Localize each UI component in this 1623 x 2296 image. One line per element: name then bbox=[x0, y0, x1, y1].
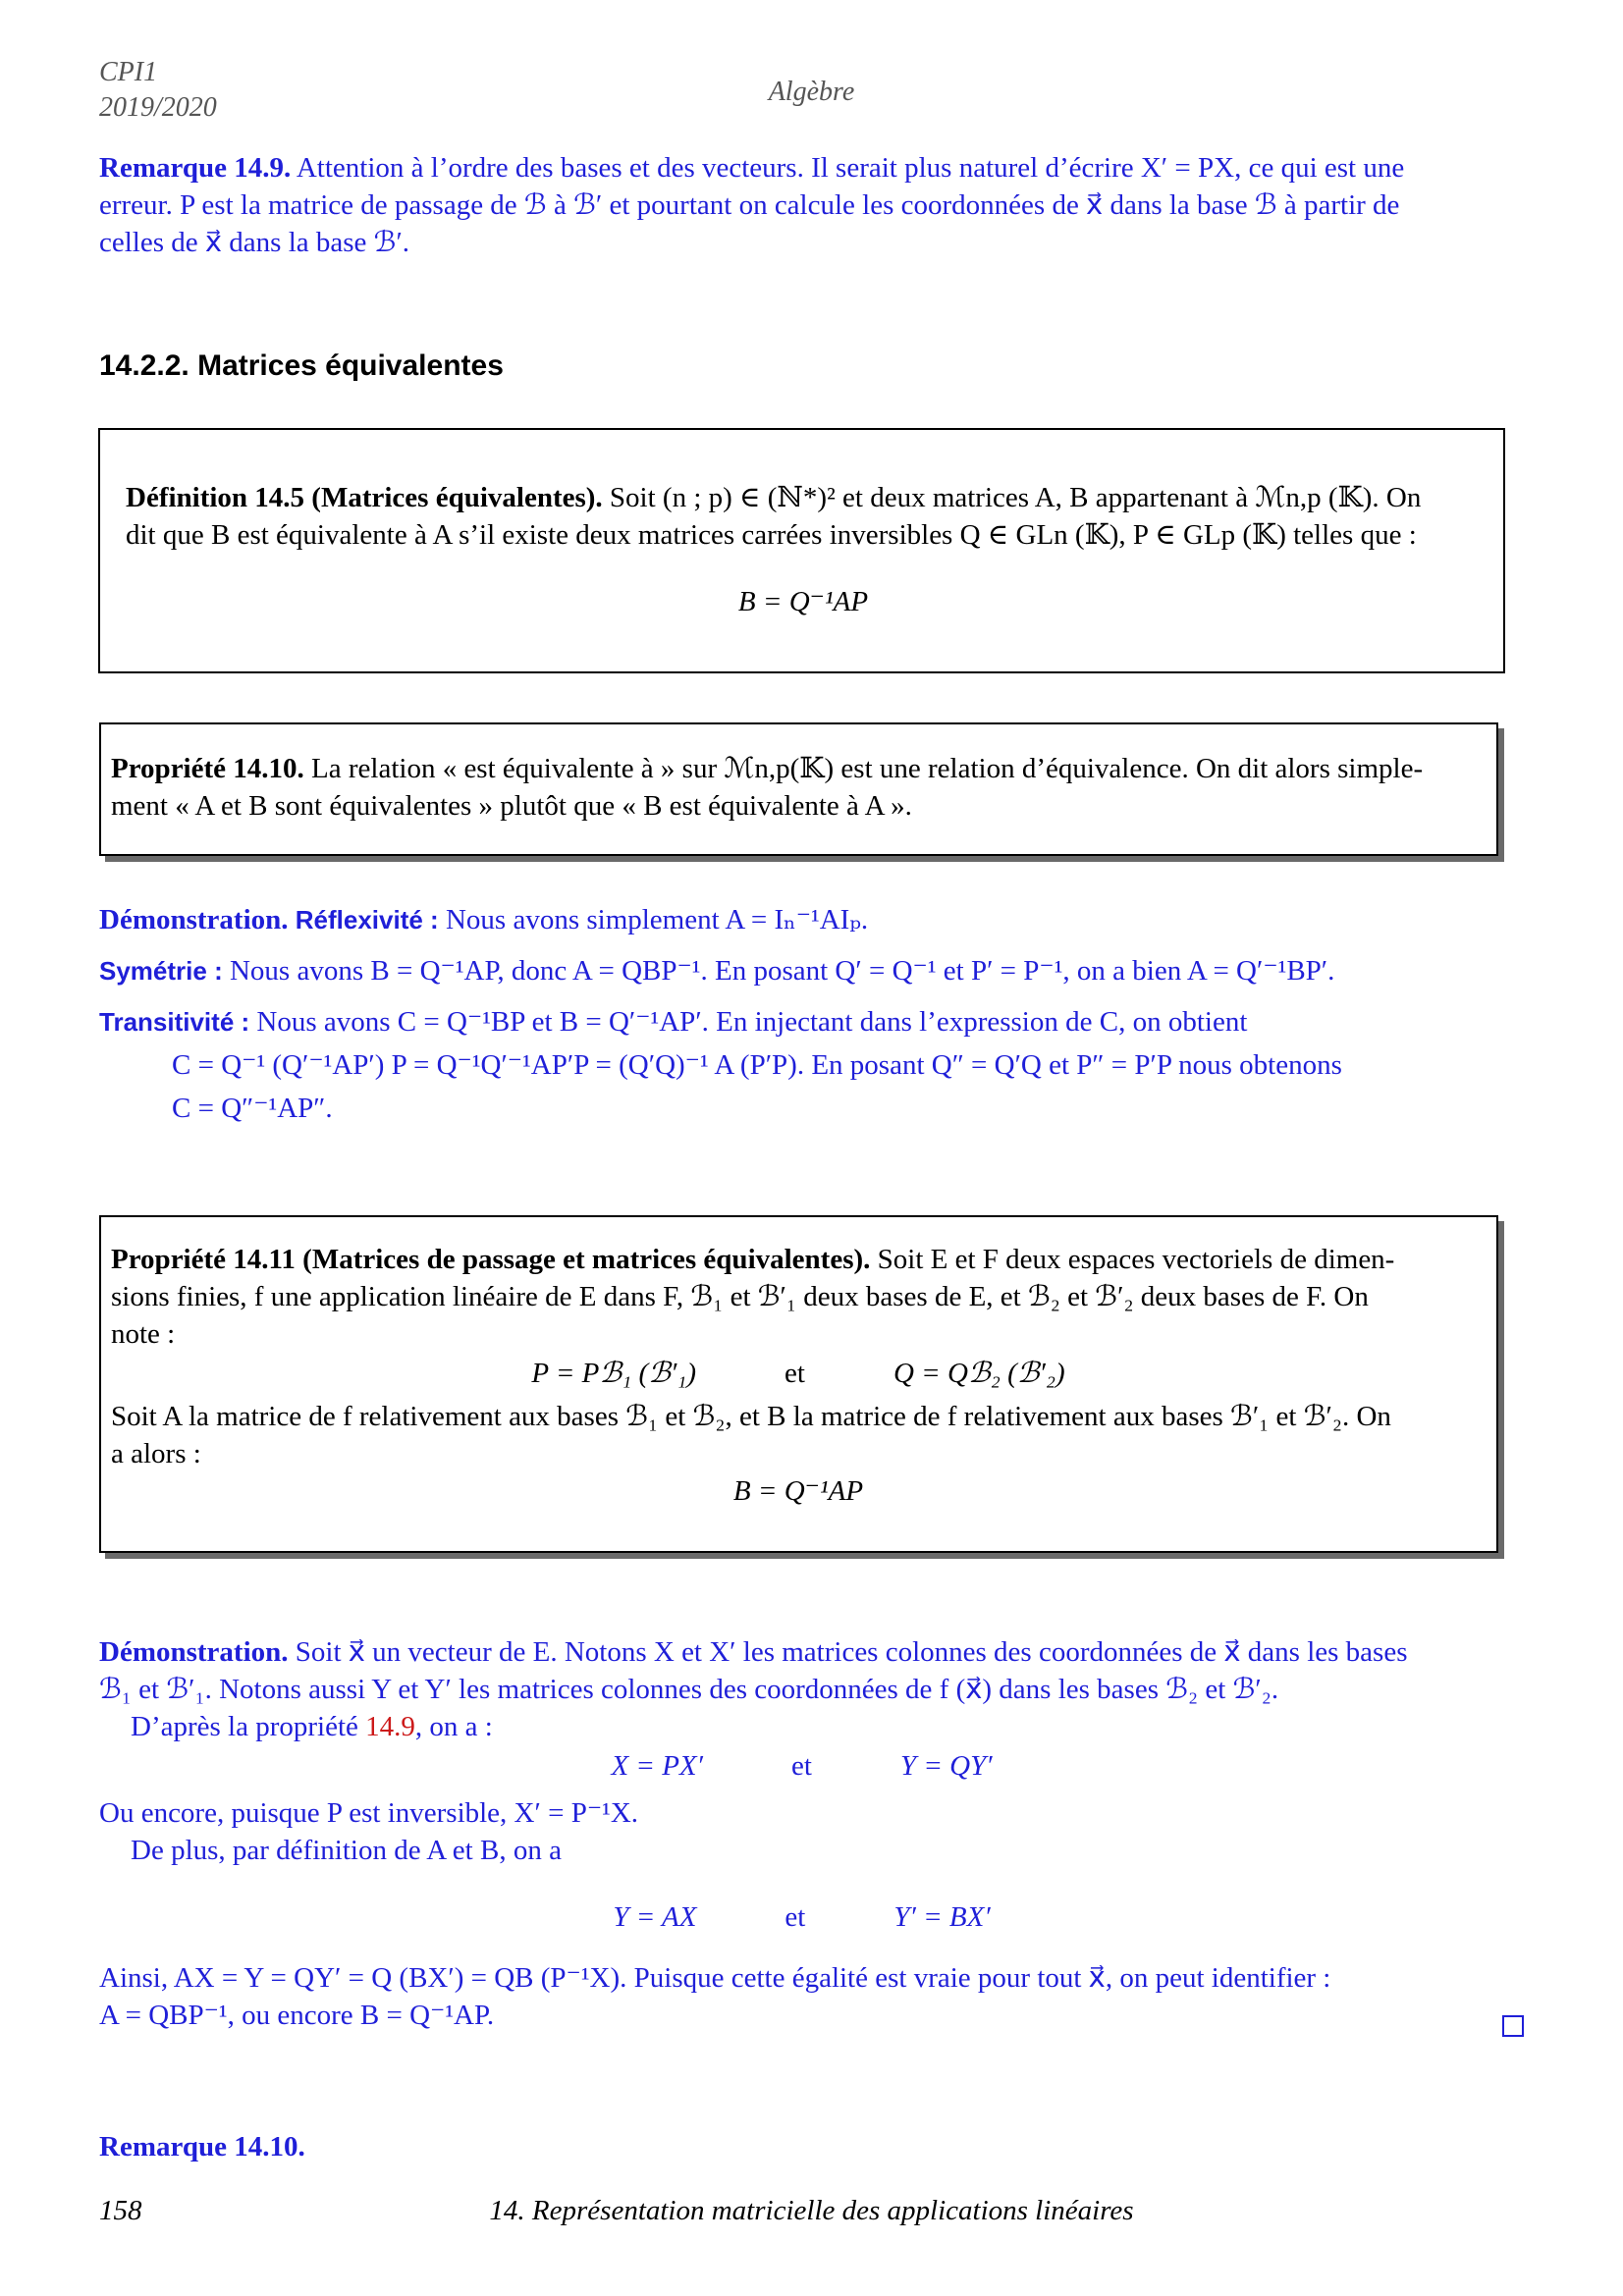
equation-x: X = PX′ bbox=[611, 1750, 703, 1782]
propriete-14-11-line5: a alors : bbox=[111, 1438, 201, 1469]
qed-square-icon bbox=[1502, 2015, 1524, 2037]
remarque-14-9 bbox=[99, 149, 1504, 261]
propriete-14-10-line2: ment « A et B sont équivalentes » plutôt que « B est équivalente à A ». bbox=[111, 790, 912, 822]
demonstration-2-equations-1 bbox=[99, 1747, 1504, 1785]
demonstration-2-line3-pre: D’après la propriété bbox=[131, 1711, 358, 1742]
transitivite-line1: Nous avons C = Q⁻¹BP et B = Q′⁻¹AP′. En injectant dans l’expression de C, on obtient bbox=[256, 1006, 1248, 1038]
definition-equation: B = Q⁻¹AP bbox=[737, 586, 869, 617]
remarque-line3: celles de x⃗ dans la base ℬ′. bbox=[99, 227, 410, 258]
transitivite-label: Transitivité : bbox=[99, 1007, 250, 1037]
demonstration-2-line2: ℬ₁ et ℬ′₁. Notons aussi Y et Y′ les matrices colonnes des coordonnées de f (x⃗) dans les bases ℬ₂ et ℬ′₂. bbox=[99, 1674, 1279, 1705]
equation-and-2: et bbox=[784, 1901, 806, 1933]
definition-line1: Soit (n ; p) ∈ (ℕ*)² et deux matrices A, B appartenant à ℳn,p (𝕂). On bbox=[609, 482, 1422, 513]
header-subject: Algèbre bbox=[768, 77, 855, 107]
demonstration-2-line7: A = QBP⁻¹, ou encore B = Q⁻¹AP. bbox=[99, 2000, 495, 2031]
reflexivite-label: Réflexivité : bbox=[295, 905, 439, 934]
propriete-14-11-box bbox=[99, 1215, 1498, 1553]
equation-y-ax: Y = AX bbox=[613, 1901, 697, 1933]
section-title: 14.2.2. Matrices équivalentes bbox=[99, 349, 504, 382]
demonstration-2-line6: Ainsi, AX = Y = QY′ = Q (BX′) = QB (P⁻¹X). Puisque cette égalité est vraie pour tout x⃗, on peut identifier : bbox=[99, 1962, 1331, 1994]
equation-p: P = Pℬ₁ (ℬ′₁) bbox=[531, 1358, 697, 1389]
reflexivite-text: Nous avons simplement A = Iₙ⁻¹AIₚ. bbox=[445, 904, 869, 935]
remarque-14-10 bbox=[99, 2128, 1504, 2165]
definition-line2: dit que B est équivalente à A s’il existe deux matrices carrées inversibles Q ∈ GLn (𝕂), P ∈ GLp (𝕂) telles que : bbox=[126, 519, 1417, 551]
demonstration-1-label: Démonstration. bbox=[99, 904, 289, 935]
page-number: 158 bbox=[99, 2195, 142, 2226]
header-year: 2019/2020 bbox=[99, 92, 217, 123]
propriete-14-11-line3: note : bbox=[111, 1318, 176, 1350]
propriete-14-10-box bbox=[99, 722, 1498, 856]
equation-and: et bbox=[784, 1358, 805, 1389]
demonstration-2-line1: Soit x⃗ un vecteur de E. Notons X et X′ les matrices colonnes des coordonnées de x⃗ dans les bases bbox=[295, 1636, 1408, 1668]
propriete-14-11-line2: sions finies, f une application linéaire de E dans F, ℬ₁ et ℬ′₁ deux bases de E, et ℬ₂ et ℬ′₂ deux bases de F. On bbox=[111, 1281, 1369, 1312]
demonstration-2-line5: De plus, par définition de A et B, on a bbox=[131, 1835, 562, 1866]
propriete-14-11-equations bbox=[111, 1355, 1486, 1392]
definition-box bbox=[98, 428, 1505, 673]
equation-yprime-bxprime: Y′ = BX′ bbox=[893, 1901, 991, 1933]
propriete-14-11-line1: Soit E et F deux espaces vectoriels de dimen- bbox=[877, 1244, 1395, 1275]
propriete-14-10-line1: La relation « est équivalente à » sur ℳn,p(𝕂) est une relation d’équivalence. On dit alors simple- bbox=[311, 753, 1424, 784]
transitivite-line3: C = Q″⁻¹AP″. bbox=[172, 1093, 333, 1124]
propriete-14-11-label: Propriété 14.11 (Matrices de passage et matrices équivalentes). bbox=[111, 1244, 871, 1275]
remarque-label: Remarque 14.9. bbox=[99, 152, 292, 184]
propriete-14-11-equation: B = Q⁻¹AP bbox=[732, 1475, 864, 1507]
header-course: CPI1 bbox=[99, 57, 158, 87]
demonstration-2 bbox=[99, 1633, 1504, 2034]
demonstration-2-line3-post: , on a : bbox=[414, 1711, 493, 1742]
definition-label: Définition 14.5 (Matrices équivalentes). bbox=[126, 482, 603, 513]
remarque-line1: Attention à l’ordre des bases et des vecteurs. Il serait plus naturel d’écrire X′ = PX, ce qui est une bbox=[296, 152, 1405, 184]
propriete-14-10-label: Propriété 14.10. bbox=[111, 753, 304, 784]
propriete-reference-link[interactable]: 14.9 bbox=[365, 1711, 415, 1742]
propriete-14-11-line4: Soit A la matrice de f relativement aux bases ℬ₁ et ℬ₂, et B la matrice de f relativement aux bases ℬ′₁ et ℬ′₂. On bbox=[111, 1401, 1391, 1432]
symetrie-label: Symétrie : bbox=[99, 956, 223, 986]
transitivite-line2: C = Q⁻¹ (Q′⁻¹AP′) P = Q⁻¹Q′⁻¹AP′P = (Q′Q)⁻¹ A (P′P). En posant Q″ = Q′Q et P″ = P′P nous obtenons bbox=[172, 1049, 1342, 1081]
demonstration-2-label: Démonstration. bbox=[99, 1636, 289, 1668]
equation-y: Y = QY′ bbox=[899, 1750, 993, 1782]
remarque-14-10-label: Remarque 14.10. bbox=[99, 2131, 305, 2163]
demonstration-2-line4: Ou encore, puisque P est inversible, X′ = P⁻¹X. bbox=[99, 1797, 639, 1829]
equation-q: Q = Qℬ₂ (ℬ′₂) bbox=[893, 1358, 1065, 1389]
chapter-title: 14. Représentation matricielle des applications linéaires bbox=[489, 2195, 1134, 2226]
demonstration-1 bbox=[99, 901, 1504, 1127]
demonstration-2-equations-2 bbox=[99, 1898, 1504, 1936]
remarque-line2: erreur. P est la matrice de passage de ℬ à ℬ′ et pourtant on calcule les coordonnées de x⃗ dans la base ℬ à partir de bbox=[99, 189, 1400, 221]
equation-and-1: et bbox=[791, 1750, 812, 1782]
symetrie-text: Nous avons B = Q⁻¹AP, donc A = QBP⁻¹. En posant Q′ = Q⁻¹ et P′ = P⁻¹, on a bien A = Q′⁻¹BP′. bbox=[229, 955, 1335, 987]
